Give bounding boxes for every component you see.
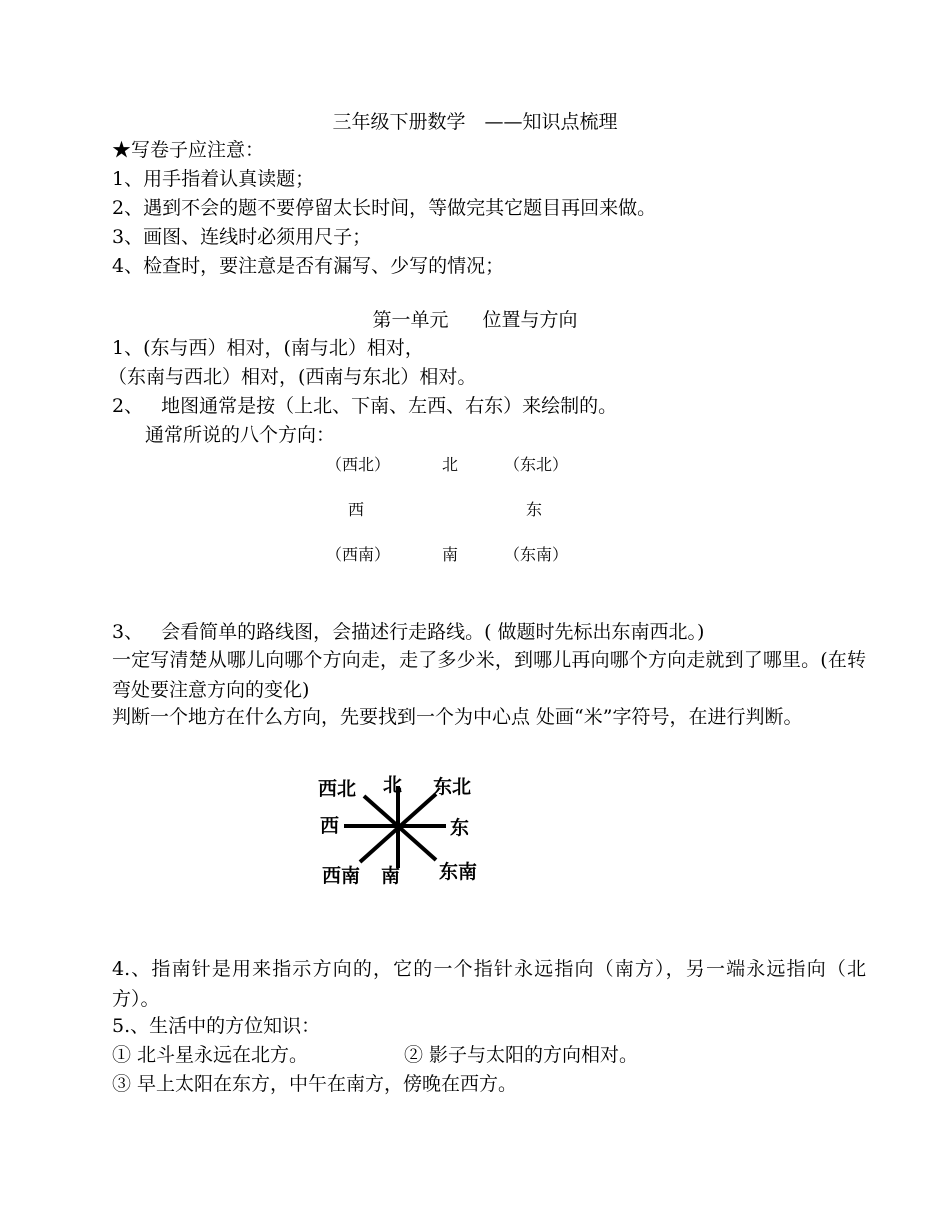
notes-item-1: 1、用手指着认真读题； — [112, 168, 315, 190]
point-5-heading: 5.、生活中的方位知识： — [112, 1015, 321, 1037]
point-3-paragraph-1: 一定写清楚从哪儿向哪个方向走，走了多少米，到哪儿再向哪个方向走就到了哪里。(在转弯处要注意方向的变化) — [112, 649, 866, 701]
point-2 — [112, 391, 617, 421]
unit-title-name: 位置与方向 — [482, 309, 578, 331]
compass-label-south: 南 — [381, 865, 401, 887]
direction-west: 西 — [348, 500, 365, 519]
point-2-subtitle: 通常所说的八个方向： — [145, 424, 336, 446]
direction-east: 东 — [526, 500, 543, 519]
notes-item-3: 3、画图、连线时必须用尺子； — [112, 226, 372, 248]
point-5-item-2: ② 影子与太阳的方向相对。 — [404, 1044, 639, 1066]
direction-northeast: （东北） — [504, 455, 569, 474]
direction-northwest: （西北） — [326, 455, 391, 474]
point-3-text: 会看简单的路线图，会描述行走路线。( 做题时先标出东南西北。) — [161, 621, 705, 643]
compass-label-northeast: 东北 — [433, 776, 472, 798]
point-2-number: 2、 — [112, 395, 144, 417]
compass-label-north: 北 — [383, 774, 403, 796]
point-5-item-3: ③ 早上太阳在东方，中午在南方，傍晚在西方。 — [112, 1073, 518, 1095]
notes-item-4: 4、检查时，要注意是否有漏写、少写的情况； — [112, 255, 505, 277]
point-3 — [112, 617, 704, 647]
compass-label-east: 东 — [450, 817, 470, 839]
compass-label-southeast: 东南 — [439, 861, 478, 883]
unit-title — [0, 305, 950, 335]
point-1-line-1: 1、(东与西）相对，(南与北）相对， — [112, 337, 424, 359]
compass-label-southwest: 西南 — [322, 865, 361, 887]
notes-heading: ★写卷子应注意： — [112, 139, 265, 161]
direction-south: 南 — [442, 545, 459, 564]
point-1-line-2: （东南与西北）相对，(西南与东北）相对。 — [108, 366, 477, 388]
point-2-text: 地图通常是按（上北、下南、左西、右东）来绘制的。 — [161, 395, 618, 417]
compass-label-west: 西 — [320, 815, 340, 837]
point-4: 4.、指南针是用来指示方向的，它的一个指针永远指向（南方），另一端永远指向（北方）。 — [112, 958, 866, 1010]
compass-label-northwest: 西北 — [318, 778, 357, 800]
notes-item-2: 2、遇到不会的题不要停留太长时间，等做完其它题目再回来做。 — [112, 197, 657, 219]
direction-north: 北 — [442, 455, 459, 474]
page-title: 三年级下册数学 ——知识点梳理 — [332, 111, 618, 133]
point-3-number: 3、 — [112, 621, 144, 643]
point-3-paragraph-2: 判断一个地方在什么方向，先要找到一个为中心点 处画“米”字符号，在进行判断。 — [112, 706, 803, 728]
point-5-item-1: ① 北斗星永远在北方。 — [112, 1044, 309, 1066]
direction-southeast: （东南） — [504, 545, 569, 564]
unit-title-number: 第一单元 — [372, 309, 449, 331]
direction-southwest: （西南） — [326, 545, 391, 564]
